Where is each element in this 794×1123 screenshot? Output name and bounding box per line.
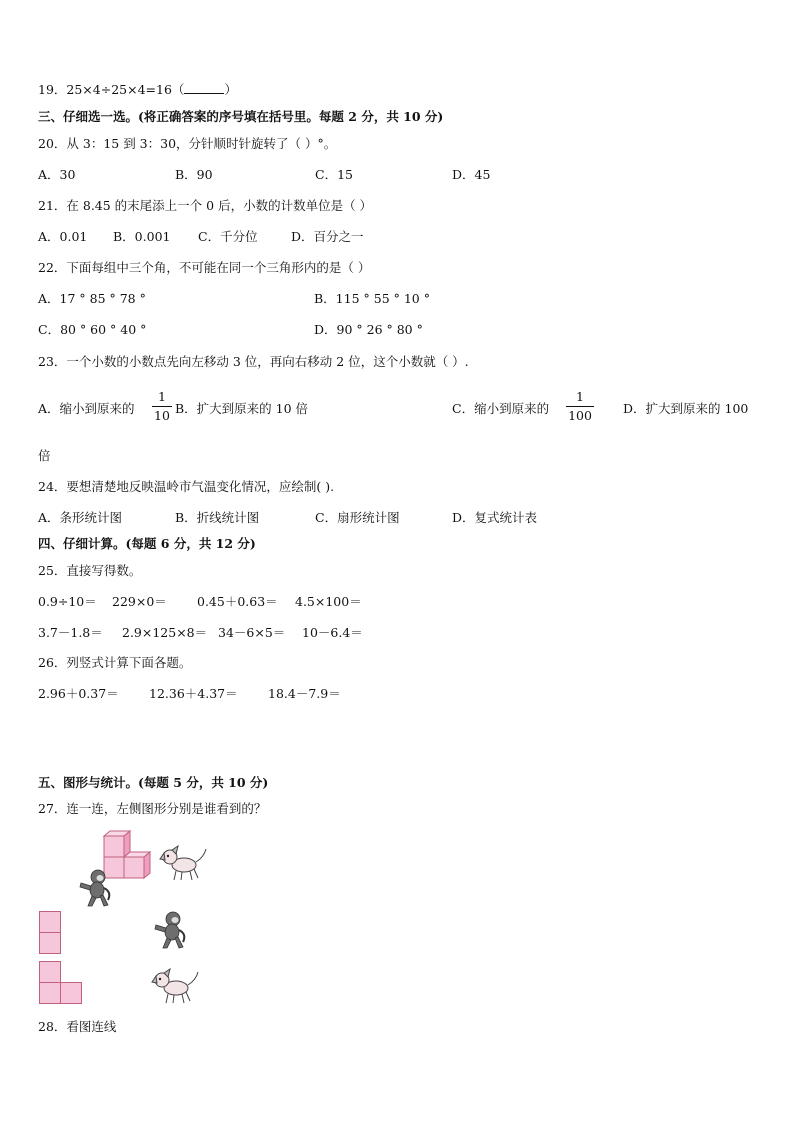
q24-option-a[interactable]: A．条形统计图 bbox=[38, 510, 123, 525]
question-28-stem: 28．看图连线 bbox=[38, 1019, 117, 1034]
question-24-stem: 24．要想清楚地反映温岭市气温变化情况，应绘制( ). bbox=[38, 479, 335, 494]
q23-fraction-a bbox=[152, 389, 172, 424]
dog-icon bbox=[160, 843, 208, 883]
q20-option-d[interactable]: D．45 bbox=[452, 167, 491, 182]
q19-close: ） bbox=[224, 82, 237, 97]
q21-option-a[interactable]: A．0.01 bbox=[38, 229, 88, 244]
section-4-title: 四、仔细计算。(每题 6 分，共 12 分) bbox=[38, 536, 256, 551]
fraction-bar bbox=[152, 406, 172, 407]
q24-option-b[interactable]: B．折线统计图 bbox=[175, 510, 260, 525]
question-25-stem: 25．直接写得数。 bbox=[38, 563, 142, 578]
q23-option-b[interactable]: B．扩大到原来的 10 倍 bbox=[175, 401, 309, 416]
q22-option-c[interactable]: C．80 ° 60 ° 40 ° bbox=[38, 322, 147, 337]
q22-option-d[interactable]: D．90 ° 26 ° 80 ° bbox=[314, 322, 423, 337]
q23-option-d[interactable]: D．扩大到原来的 100 bbox=[623, 401, 749, 416]
q25-item: 0.9÷10＝ bbox=[38, 594, 97, 609]
shape-two-stacked-squares bbox=[39, 911, 61, 955]
q25-item: 2.9×125×8＝ bbox=[122, 625, 208, 640]
q20-option-a[interactable]: A．30 bbox=[38, 167, 76, 182]
question-19 bbox=[38, 81, 237, 99]
q21-option-d[interactable]: D．百分之一 bbox=[291, 229, 364, 244]
q21-option-b[interactable]: B．0.001 bbox=[113, 229, 171, 244]
q26-item: 18.4－7.9＝ bbox=[268, 686, 341, 701]
question-22-stem: 22．下面每组中三个角，不可能在同一个三角形内的是（ ） bbox=[38, 260, 371, 275]
fraction-denominator: 100 bbox=[568, 408, 592, 423]
question-20-stem: 20．从 3：15 到 3：30，分针顺时针旋转了（ ）°。 bbox=[38, 136, 337, 151]
q24-option-d[interactable]: D．复式统计表 bbox=[452, 510, 538, 525]
q26-item: 2.96＋0.37＝ bbox=[38, 686, 119, 701]
question-23-stem: 23．一个小数的小数点先向左移动 3 位，再向右移动 2 位，这个小数就（ ）. bbox=[38, 354, 469, 369]
q25-item: 229×0＝ bbox=[112, 594, 167, 609]
q24-option-c[interactable]: C．扇形统计图 bbox=[315, 510, 400, 525]
q20-option-c[interactable]: C．15 bbox=[315, 167, 353, 182]
monkey-icon bbox=[78, 868, 114, 908]
q25-item: 10－6.4＝ bbox=[302, 625, 363, 640]
q25-item: 3.7－1.8＝ bbox=[38, 625, 103, 640]
fraction-denominator: 10 bbox=[154, 408, 170, 423]
fraction-numerator: 1 bbox=[576, 389, 584, 404]
q20-option-b[interactable]: B．90 bbox=[175, 167, 213, 182]
section-5-title: 五、图形与统计。(每题 5 分，共 10 分) bbox=[38, 775, 269, 790]
question-26-stem: 26．列竖式计算下面各题。 bbox=[38, 655, 192, 670]
answer-blank[interactable] bbox=[184, 81, 224, 94]
shape-l-three-squares bbox=[39, 961, 83, 1005]
monkey-icon bbox=[153, 910, 189, 950]
q23-fraction-c bbox=[566, 389, 594, 424]
q22-option-a[interactable]: A．17 ° 85 ° 78 ° bbox=[38, 291, 146, 306]
q19-text: 19．25×4÷25×4=16（ bbox=[38, 82, 185, 97]
q23-option-c[interactable]: C．缩小到原来的 bbox=[452, 401, 550, 416]
q25-item: 34－6×5＝ bbox=[218, 625, 286, 640]
fraction-numerator: 1 bbox=[158, 389, 166, 404]
q26-item: 12.36＋4.37＝ bbox=[149, 686, 238, 701]
dog-icon bbox=[152, 966, 200, 1006]
q21-option-c[interactable]: C．千分位 bbox=[198, 229, 258, 244]
section-3-title: 三、仔细选一选。(将正确答案的序号填在括号里。每题 2 分，共 10 分) bbox=[38, 109, 444, 124]
q25-item: 0.45＋0.63＝ bbox=[197, 594, 278, 609]
q22-option-b[interactable]: B．115 ° 55 ° 10 ° bbox=[314, 291, 430, 306]
q25-item: 4.5×100＝ bbox=[295, 594, 362, 609]
question-21-stem: 21．在 8.45 的末尾添上一个 0 后，小数的计数单位是（ ） bbox=[38, 198, 373, 213]
q23-option-a[interactable]: A．缩小到原来的 bbox=[38, 401, 135, 416]
fraction-bar bbox=[566, 406, 594, 407]
q23-option-d-continued: 倍 bbox=[38, 448, 51, 463]
question-27-stem: 27．连一连，左侧图形分别是谁看到的？ bbox=[38, 801, 267, 816]
